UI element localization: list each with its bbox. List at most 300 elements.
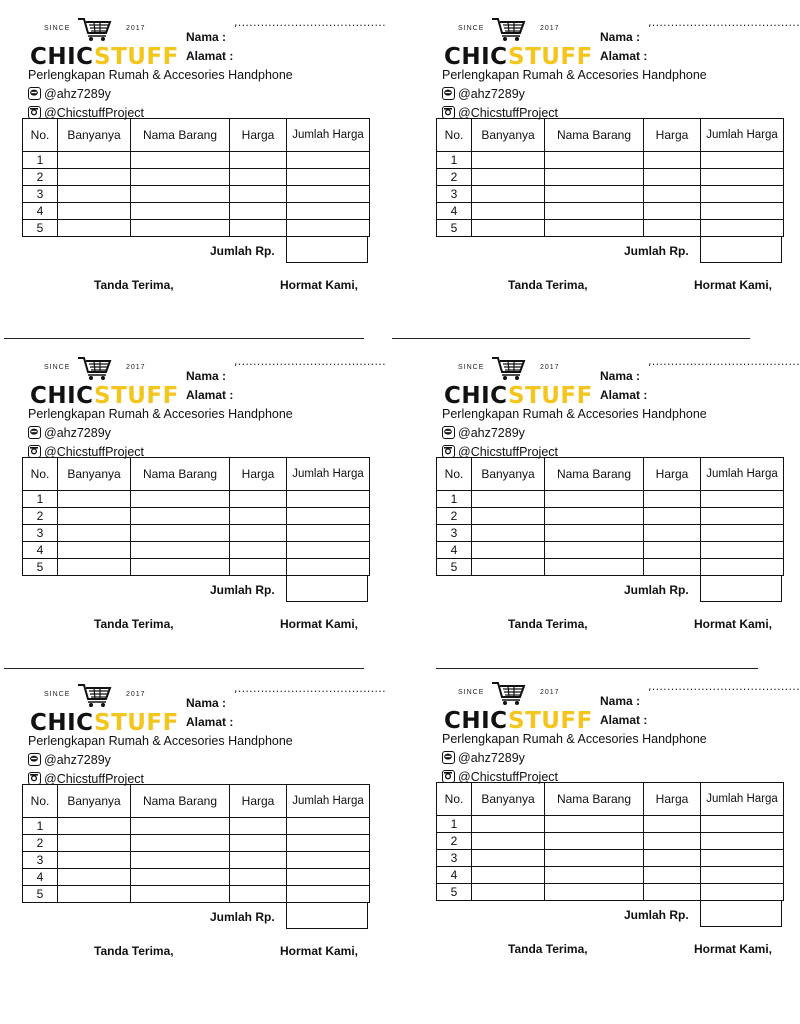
column-header: Jumlah Harga bbox=[287, 119, 370, 152]
brand-logo bbox=[30, 44, 179, 70]
date-dots: ,....................................... bbox=[648, 680, 800, 693]
brand-logo bbox=[444, 383, 593, 409]
empty-cell bbox=[644, 850, 701, 867]
cut-line bbox=[436, 668, 758, 669]
alamat-label: Alamat : bbox=[600, 388, 648, 402]
empty-cell bbox=[230, 559, 287, 576]
items-table bbox=[22, 457, 370, 576]
table-row bbox=[23, 525, 370, 542]
empty-cell bbox=[701, 867, 784, 884]
date-dots: ,....................................... bbox=[648, 355, 800, 368]
empty-cell bbox=[131, 542, 230, 559]
empty-cell bbox=[701, 884, 784, 901]
empty-cell bbox=[545, 525, 644, 542]
date-dots: ,....................................... bbox=[234, 682, 386, 695]
table-row bbox=[437, 508, 784, 525]
empty-cell bbox=[230, 508, 287, 525]
empty-cell bbox=[230, 203, 287, 220]
empty-cell bbox=[287, 152, 370, 169]
column-header: No. bbox=[23, 458, 58, 491]
items-table bbox=[22, 118, 370, 237]
empty-cell bbox=[230, 525, 287, 542]
nama-label: Nama : bbox=[600, 369, 641, 383]
table-row bbox=[23, 559, 370, 576]
empty-cell bbox=[472, 884, 545, 901]
brand-logo bbox=[444, 708, 593, 734]
empty-cell bbox=[472, 169, 545, 186]
empty-cell bbox=[58, 491, 131, 508]
since-row bbox=[458, 355, 578, 381]
alamat-label: Alamat : bbox=[600, 713, 648, 727]
column-header: Jumlah Harga bbox=[701, 783, 784, 816]
nama-label: Nama : bbox=[186, 30, 227, 44]
table-row bbox=[437, 559, 784, 576]
column-header: Jumlah Harga bbox=[287, 785, 370, 818]
date-dots: ,....................................... bbox=[234, 16, 386, 29]
shopping-cart-icon bbox=[491, 355, 527, 381]
empty-cell bbox=[472, 220, 545, 237]
instagram-handle: @ChicstuffProject bbox=[44, 772, 144, 786]
total-amount-box bbox=[286, 236, 368, 263]
table-row bbox=[23, 869, 370, 886]
empty-cell bbox=[287, 852, 370, 869]
since-row bbox=[44, 355, 164, 381]
receipt-1 bbox=[22, 14, 386, 314]
column-header: No. bbox=[23, 785, 58, 818]
brand-logo bbox=[30, 710, 179, 736]
empty-cell bbox=[545, 203, 644, 220]
table-row bbox=[23, 818, 370, 835]
table-row bbox=[437, 203, 784, 220]
line-contact bbox=[28, 426, 111, 442]
empty-cell bbox=[472, 508, 545, 525]
column-header: No. bbox=[437, 783, 472, 816]
column-header: Banyanya bbox=[58, 458, 131, 491]
since-year: 2017 bbox=[126, 691, 146, 698]
instagram-handle: @ChicstuffProject bbox=[44, 445, 144, 459]
empty-cell bbox=[701, 833, 784, 850]
items-table bbox=[22, 784, 370, 903]
row-number: 4 bbox=[437, 203, 472, 220]
tagline: Perlengkapan Rumah & Accesories Handphone bbox=[442, 732, 707, 746]
empty-cell bbox=[287, 220, 370, 237]
row-number: 4 bbox=[23, 869, 58, 886]
empty-cell bbox=[701, 203, 784, 220]
alamat-label: Alamat : bbox=[186, 715, 234, 729]
row-number: 5 bbox=[23, 886, 58, 903]
row-number: 1 bbox=[437, 152, 472, 169]
since-row bbox=[458, 680, 578, 706]
line-app-icon bbox=[28, 753, 41, 766]
empty-cell bbox=[701, 525, 784, 542]
line-contact bbox=[442, 87, 525, 103]
total-label: Jumlah Rp. bbox=[210, 910, 275, 924]
cut-line bbox=[392, 338, 750, 339]
empty-cell bbox=[131, 220, 230, 237]
logo-stuff: STUFF bbox=[508, 44, 593, 70]
logo-stuff: STUFF bbox=[508, 708, 593, 734]
empty-cell bbox=[287, 542, 370, 559]
table-header-row bbox=[23, 119, 370, 152]
sign-right: Hormat Kami, bbox=[280, 944, 359, 958]
empty-cell bbox=[58, 835, 131, 852]
empty-cell bbox=[644, 542, 701, 559]
row-number: 5 bbox=[437, 559, 472, 576]
receipt-3 bbox=[22, 353, 386, 653]
empty-cell bbox=[230, 818, 287, 835]
empty-cell bbox=[230, 852, 287, 869]
empty-cell bbox=[644, 816, 701, 833]
empty-cell bbox=[287, 203, 370, 220]
empty-cell bbox=[287, 169, 370, 186]
empty-cell bbox=[131, 169, 230, 186]
empty-cell bbox=[644, 186, 701, 203]
empty-cell bbox=[545, 186, 644, 203]
total-amount-box bbox=[700, 575, 782, 602]
empty-cell bbox=[287, 818, 370, 835]
table-row bbox=[23, 186, 370, 203]
since-row bbox=[44, 16, 164, 42]
empty-cell bbox=[230, 152, 287, 169]
empty-cell bbox=[644, 491, 701, 508]
table-row bbox=[23, 152, 370, 169]
empty-cell bbox=[131, 203, 230, 220]
empty-cell bbox=[545, 169, 644, 186]
total-label: Jumlah Rp. bbox=[210, 583, 275, 597]
empty-cell bbox=[701, 559, 784, 576]
empty-cell bbox=[131, 525, 230, 542]
column-header: Banyanya bbox=[58, 785, 131, 818]
since-row bbox=[458, 16, 578, 42]
instagram-handle: @ChicstuffProject bbox=[458, 445, 558, 459]
line-app-icon bbox=[442, 87, 455, 100]
since-year: 2017 bbox=[540, 364, 560, 371]
empty-cell bbox=[287, 869, 370, 886]
total-label: Jumlah Rp. bbox=[624, 244, 689, 258]
empty-cell bbox=[644, 152, 701, 169]
empty-cell bbox=[58, 525, 131, 542]
line-id: @ahz7289y bbox=[458, 426, 525, 440]
since-label: SINCE bbox=[458, 25, 485, 32]
empty-cell bbox=[287, 525, 370, 542]
line-app-icon bbox=[28, 87, 41, 100]
logo-chic: CHIC bbox=[30, 383, 94, 409]
brand-logo bbox=[30, 383, 179, 409]
column-header: Jumlah Harga bbox=[287, 458, 370, 491]
shopping-cart-icon bbox=[491, 16, 527, 42]
table-row bbox=[437, 525, 784, 542]
table-row bbox=[23, 169, 370, 186]
alamat-label: Alamat : bbox=[186, 388, 234, 402]
items-table bbox=[436, 782, 784, 901]
column-header: Banyanya bbox=[472, 119, 545, 152]
empty-cell bbox=[287, 886, 370, 903]
empty-cell bbox=[545, 833, 644, 850]
empty-cell bbox=[131, 559, 230, 576]
table-header-row bbox=[23, 458, 370, 491]
line-contact bbox=[442, 426, 525, 442]
empty-cell bbox=[58, 852, 131, 869]
empty-cell bbox=[644, 867, 701, 884]
empty-cell bbox=[644, 508, 701, 525]
empty-cell bbox=[287, 835, 370, 852]
empty-cell bbox=[58, 508, 131, 525]
alamat-label: Alamat : bbox=[186, 49, 234, 63]
tagline: Perlengkapan Rumah & Accesories Handphone bbox=[442, 68, 707, 82]
empty-cell bbox=[472, 833, 545, 850]
empty-cell bbox=[644, 525, 701, 542]
line-id: @ahz7289y bbox=[44, 753, 111, 767]
instagram-handle: @ChicstuffProject bbox=[458, 106, 558, 120]
empty-cell bbox=[58, 886, 131, 903]
empty-cell bbox=[701, 816, 784, 833]
empty-cell bbox=[230, 886, 287, 903]
table-row bbox=[23, 220, 370, 237]
column-header: Banyanya bbox=[472, 783, 545, 816]
column-header: Harga bbox=[230, 458, 287, 491]
empty-cell bbox=[545, 867, 644, 884]
empty-cell bbox=[58, 869, 131, 886]
line-id: @ahz7289y bbox=[44, 426, 111, 440]
since-year: 2017 bbox=[126, 25, 146, 32]
empty-cell bbox=[131, 186, 230, 203]
receipt-4 bbox=[436, 353, 800, 653]
total-amount-box bbox=[286, 575, 368, 602]
column-header: Nama Barang bbox=[545, 119, 644, 152]
row-number: 5 bbox=[437, 220, 472, 237]
table-row bbox=[437, 152, 784, 169]
table-row bbox=[23, 886, 370, 903]
empty-cell bbox=[701, 169, 784, 186]
total-label: Jumlah Rp. bbox=[624, 908, 689, 922]
column-header: No. bbox=[23, 119, 58, 152]
line-id: @ahz7289y bbox=[44, 87, 111, 101]
empty-cell bbox=[131, 152, 230, 169]
column-header: Jumlah Harga bbox=[701, 458, 784, 491]
empty-cell bbox=[230, 869, 287, 886]
empty-cell bbox=[58, 220, 131, 237]
empty-cell bbox=[472, 491, 545, 508]
table-row bbox=[23, 852, 370, 869]
empty-cell bbox=[644, 559, 701, 576]
empty-cell bbox=[287, 559, 370, 576]
items-table bbox=[436, 457, 784, 576]
table-row bbox=[437, 816, 784, 833]
line-contact bbox=[28, 753, 111, 769]
empty-cell bbox=[701, 850, 784, 867]
sign-right: Hormat Kami, bbox=[280, 278, 359, 292]
table-row bbox=[437, 884, 784, 901]
receipt-5 bbox=[22, 680, 386, 980]
empty-cell bbox=[644, 833, 701, 850]
empty-cell bbox=[644, 220, 701, 237]
column-header: No. bbox=[437, 119, 472, 152]
column-header: Nama Barang bbox=[545, 783, 644, 816]
column-header: Nama Barang bbox=[131, 119, 230, 152]
total-label: Jumlah Rp. bbox=[210, 244, 275, 258]
column-header: Harga bbox=[230, 785, 287, 818]
tagline: Perlengkapan Rumah & Accesories Handphone bbox=[28, 734, 293, 748]
logo-chic: CHIC bbox=[30, 44, 94, 70]
empty-cell bbox=[131, 818, 230, 835]
instagram-handle: @ChicstuffProject bbox=[44, 106, 144, 120]
tagline: Perlengkapan Rumah & Accesories Handphone bbox=[28, 407, 293, 421]
empty-cell bbox=[472, 525, 545, 542]
empty-cell bbox=[58, 203, 131, 220]
empty-cell bbox=[472, 850, 545, 867]
table-row bbox=[23, 203, 370, 220]
row-number: 4 bbox=[23, 542, 58, 559]
logo-chic: CHIC bbox=[444, 383, 508, 409]
table-row bbox=[23, 491, 370, 508]
sign-left: Tanda Terima, bbox=[508, 617, 588, 631]
since-label: SINCE bbox=[458, 689, 485, 696]
empty-cell bbox=[701, 152, 784, 169]
total-label: Jumlah Rp. bbox=[624, 583, 689, 597]
logo-stuff: STUFF bbox=[508, 383, 593, 409]
nama-label: Nama : bbox=[186, 696, 227, 710]
table-row bbox=[23, 835, 370, 852]
table-row bbox=[437, 186, 784, 203]
table-header-row bbox=[437, 458, 784, 491]
nama-label: Nama : bbox=[186, 369, 227, 383]
date-dots: ,....................................... bbox=[234, 355, 386, 368]
empty-cell bbox=[230, 542, 287, 559]
row-number: 3 bbox=[23, 525, 58, 542]
row-number: 4 bbox=[437, 867, 472, 884]
since-year: 2017 bbox=[126, 364, 146, 371]
empty-cell bbox=[230, 220, 287, 237]
since-year: 2017 bbox=[540, 689, 560, 696]
table-header-row bbox=[437, 119, 784, 152]
empty-cell bbox=[287, 508, 370, 525]
empty-cell bbox=[131, 869, 230, 886]
row-number: 3 bbox=[437, 850, 472, 867]
sign-left: Tanda Terima, bbox=[94, 278, 174, 292]
column-header: Nama Barang bbox=[131, 785, 230, 818]
table-row bbox=[23, 542, 370, 559]
column-header: Nama Barang bbox=[131, 458, 230, 491]
empty-cell bbox=[131, 852, 230, 869]
row-number: 3 bbox=[23, 852, 58, 869]
empty-cell bbox=[545, 559, 644, 576]
nama-label: Nama : bbox=[600, 694, 641, 708]
empty-cell bbox=[701, 542, 784, 559]
since-label: SINCE bbox=[44, 364, 71, 371]
total-amount-box bbox=[700, 236, 782, 263]
empty-cell bbox=[287, 491, 370, 508]
line-app-icon bbox=[442, 751, 455, 764]
empty-cell bbox=[701, 220, 784, 237]
row-number: 1 bbox=[437, 816, 472, 833]
empty-cell bbox=[58, 818, 131, 835]
empty-cell bbox=[701, 508, 784, 525]
empty-cell bbox=[644, 884, 701, 901]
logo-chic: CHIC bbox=[444, 44, 508, 70]
empty-cell bbox=[545, 884, 644, 901]
table-row bbox=[437, 850, 784, 867]
empty-cell bbox=[644, 169, 701, 186]
logo-chic: CHIC bbox=[444, 708, 508, 734]
logo-chic: CHIC bbox=[30, 710, 94, 736]
row-number: 1 bbox=[437, 491, 472, 508]
column-header: Nama Barang bbox=[545, 458, 644, 491]
empty-cell bbox=[230, 835, 287, 852]
line-app-icon bbox=[28, 426, 41, 439]
row-number: 5 bbox=[23, 559, 58, 576]
sign-left: Tanda Terima, bbox=[508, 942, 588, 956]
since-label: SINCE bbox=[458, 364, 485, 371]
empty-cell bbox=[230, 491, 287, 508]
empty-cell bbox=[545, 220, 644, 237]
table-header-row bbox=[23, 785, 370, 818]
table-row bbox=[437, 169, 784, 186]
empty-cell bbox=[545, 491, 644, 508]
instagram-handle: @ChicstuffProject bbox=[458, 770, 558, 784]
table-row bbox=[437, 867, 784, 884]
empty-cell bbox=[58, 186, 131, 203]
empty-cell bbox=[131, 508, 230, 525]
table-row bbox=[437, 542, 784, 559]
empty-cell bbox=[545, 152, 644, 169]
empty-cell bbox=[58, 542, 131, 559]
shopping-cart-icon bbox=[77, 355, 113, 381]
since-year: 2017 bbox=[540, 25, 560, 32]
empty-cell bbox=[131, 835, 230, 852]
empty-cell bbox=[287, 186, 370, 203]
row-number: 1 bbox=[23, 152, 58, 169]
empty-cell bbox=[58, 152, 131, 169]
shopping-cart-icon bbox=[491, 680, 527, 706]
sign-left: Tanda Terima, bbox=[508, 278, 588, 292]
sign-right: Hormat Kami, bbox=[694, 942, 773, 956]
row-number: 4 bbox=[23, 203, 58, 220]
since-row bbox=[44, 682, 164, 708]
logo-stuff: STUFF bbox=[94, 383, 179, 409]
table-row bbox=[437, 220, 784, 237]
row-number: 4 bbox=[437, 542, 472, 559]
column-header: Harga bbox=[644, 783, 701, 816]
tagline: Perlengkapan Rumah & Accesories Handphone bbox=[28, 68, 293, 82]
empty-cell bbox=[545, 850, 644, 867]
nama-label: Nama : bbox=[600, 30, 641, 44]
total-amount-box bbox=[286, 902, 368, 929]
row-number: 5 bbox=[437, 884, 472, 901]
row-number: 5 bbox=[23, 220, 58, 237]
sign-left: Tanda Terima, bbox=[94, 944, 174, 958]
cut-line bbox=[4, 338, 364, 339]
row-number: 3 bbox=[437, 186, 472, 203]
line-id: @ahz7289y bbox=[458, 87, 525, 101]
column-header: Harga bbox=[230, 119, 287, 152]
empty-cell bbox=[131, 886, 230, 903]
table-row bbox=[437, 833, 784, 850]
line-contact bbox=[442, 751, 525, 767]
date-dots: ,....................................... bbox=[648, 16, 800, 29]
empty-cell bbox=[472, 152, 545, 169]
empty-cell bbox=[58, 169, 131, 186]
row-number: 3 bbox=[23, 186, 58, 203]
total-amount-box bbox=[700, 900, 782, 927]
tagline: Perlengkapan Rumah & Accesories Handphone bbox=[442, 407, 707, 421]
shopping-cart-icon bbox=[77, 16, 113, 42]
cut-line bbox=[4, 668, 364, 669]
empty-cell bbox=[472, 559, 545, 576]
items-table bbox=[436, 118, 784, 237]
alamat-label: Alamat : bbox=[600, 49, 648, 63]
logo-stuff: STUFF bbox=[94, 44, 179, 70]
empty-cell bbox=[545, 542, 644, 559]
